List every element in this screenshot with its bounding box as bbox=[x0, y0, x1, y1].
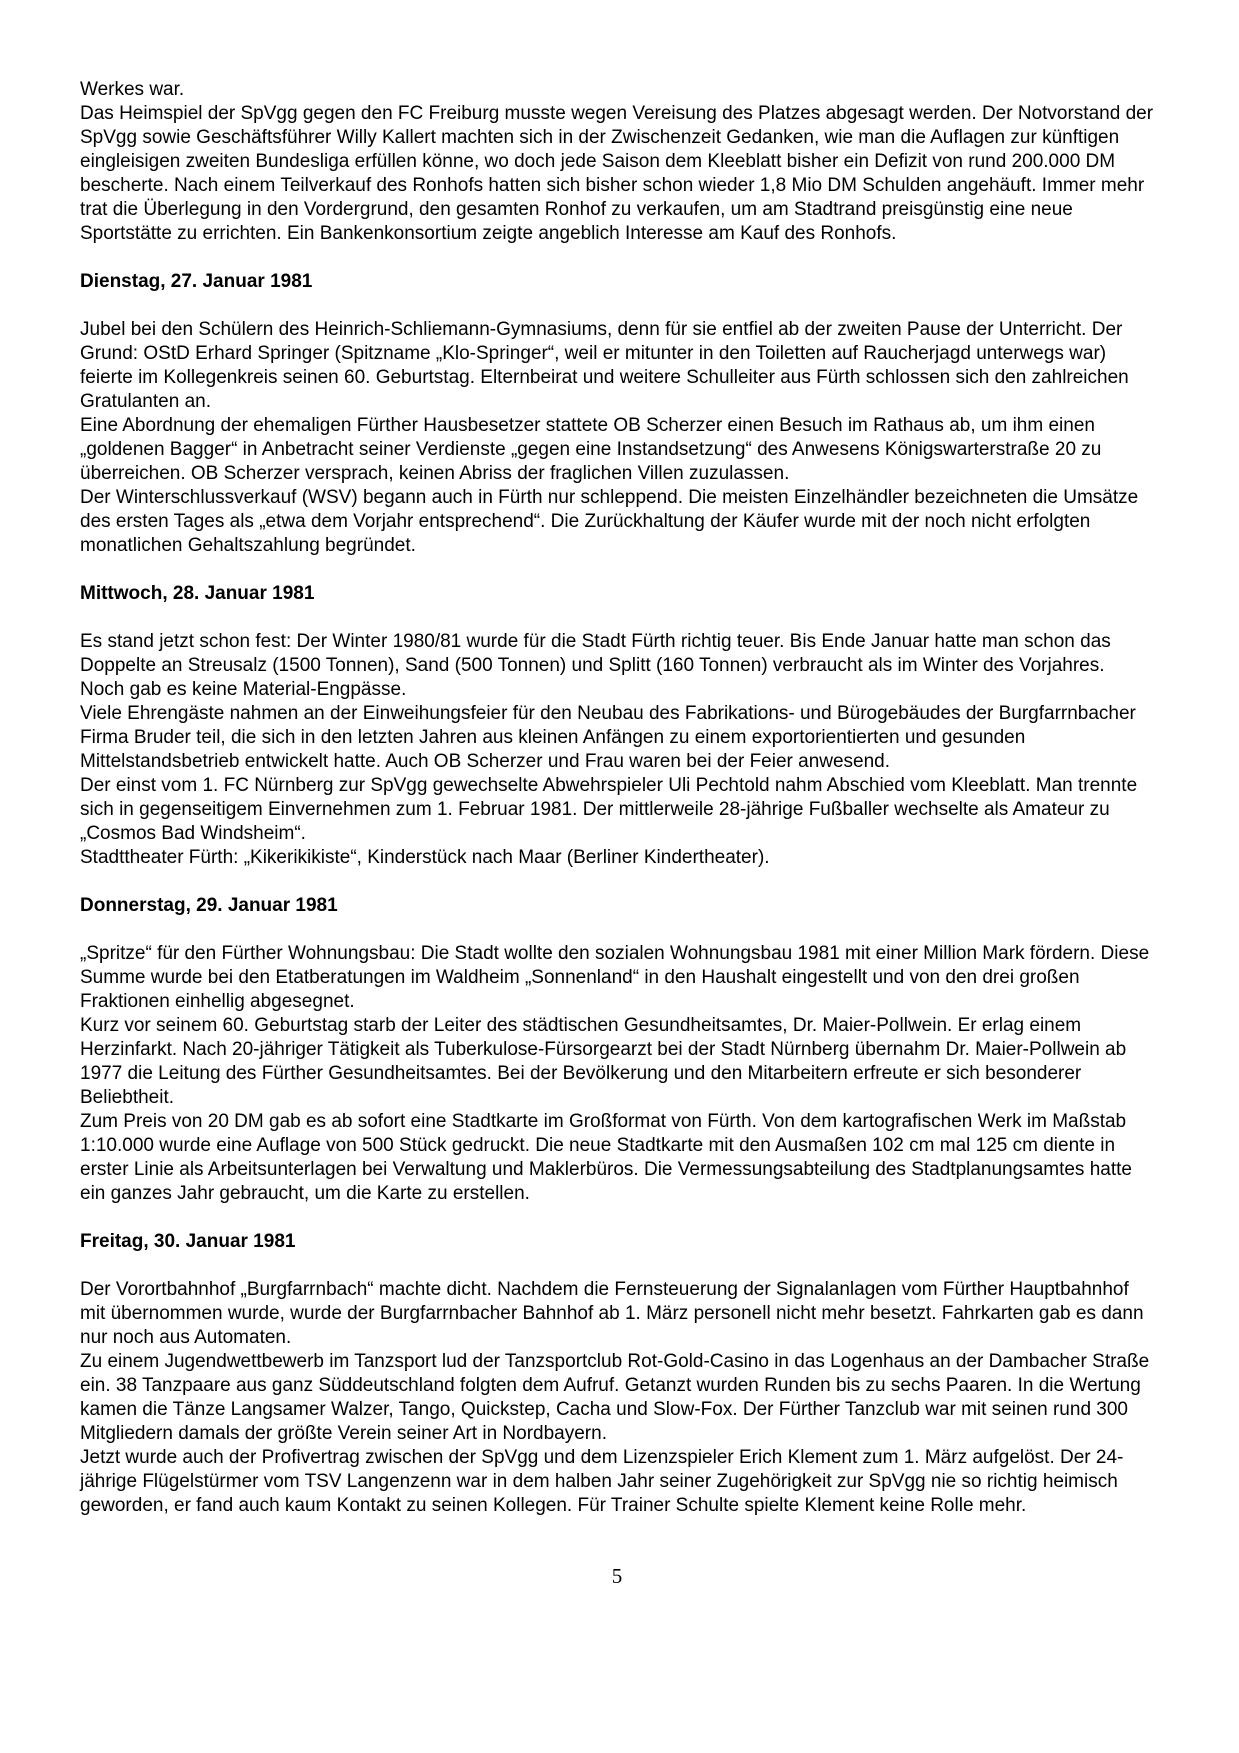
paragraph: Der Winterschlussverkauf (WSV) begann auch in Fürth nur schleppend. Die meisten Einzelhändler bezeichneten die Umsätze des ersten Tages als „etwa dem Vorjahr entsprechend“. Die Zurückhaltung der Käufer wurde mit der noch nicht erfolgten monatlichen Gehaltszahlung begründet. bbox=[80, 487, 1139, 556]
paragraph: Zu einem Jugendwettbewerb im Tanzsport lud der Tanzsportclub Rot-Gold-Casino in das Logenhaus an der Dambacher Straße ein. 38 Tanzpaare aus ganz Süddeutschland folgten dem Aufruf. Getanzt wurden Runden bis zu sechs Paaren. In die Wertung kamen die Tänze Langsamer Walzer, Tango, Quickstep, Cacha und Slow-Fox. Der Fürther Tanzclub war mit seinen rund 300 Mitgliedern damals der größte Verein seiner Art in Nordbayern. bbox=[80, 1351, 1150, 1444]
paragraph: Viele Ehrengäste nahmen an der Einweihungsfeier für den Neubau des Fabrikations- und Bürogebäudes der Burgfarrnbacher Firma Bruder teil, die sich in den letzten Jahren aus kleinen Anfängen zu einem exportorientierten und gesunden Mittelstandsbetrieb entwickelt hatte. Auch OB Scherzer und Frau waren bei der Feier anwesend. bbox=[80, 703, 1136, 772]
section-heading: Dienstag, 27. Januar 1981 bbox=[80, 271, 313, 292]
page-number: 5 bbox=[611, 1564, 623, 1588]
paragraph: Werkes war. bbox=[80, 79, 185, 100]
section-heading: Donnerstag, 29. Januar 1981 bbox=[80, 895, 338, 916]
intro-block bbox=[80, 78, 1154, 246]
paragraph: Das Heimspiel der SpVgg gegen den FC Freiburg musste wegen Vereisung des Platzes abgesagt werden. Der Notvorstand der SpVgg sowie Geschäftsführer Willy Kallert machten sich in der Zwischenzeit Gedanken, wie man die Auflagen zur künftigen eingleisigen zweiten Bundesliga erfüllen könne, wo doch jede Saison dem Kleeblatt bisher ein Defizit von rund 200.000 DM bescherte. Nach einem Teilverkauf des Ronhofs hatten sich bisher schon wieder 1,8 Mio DM Schulden angehäuft. Immer mehr trat die Überlegung in den Vordergrund, den gesamten Ronhof zu verkaufen, um am Stadtrand preisgünstig eine neue Sportstätte zu errichten. Ein Bankenkonsortium zeigte angeblich Interesse am Kauf des Ronhofs. bbox=[80, 103, 1154, 244]
section-mittwoch-28-januar-1981 bbox=[80, 582, 1154, 870]
paragraph: Kurz vor seinem 60. Geburtstag starb der Leiter des städtischen Gesundheitsamtes, Dr. Maier-Pollwein. Er erlag einem Herzinfarkt. Nach 20-jähriger Tätigkeit als Tuberkulose-Fürsorgearzt bei der Stadt Nürnberg übernahm Dr. Maier-Pollwein ab 1977 die Leitung des Fürther Gesundheitsamtes. Bei der Bevölkerung und den Mitarbeitern erfreute er sich besonderer Beliebtheit. bbox=[80, 1015, 1127, 1108]
document-content bbox=[80, 78, 1154, 1588]
section-freitag-30-januar-1981 bbox=[80, 1230, 1154, 1518]
section-heading: Freitag, 30. Januar 1981 bbox=[80, 1231, 296, 1252]
paragraph: Jetzt wurde auch der Profivertrag zwischen der SpVgg und dem Lizenzspieler Erich Klement zum 1. März aufgelöst. Der 24-jährige Flügelstürmer vom TSV Langenzenn war in dem halben Jahr seiner Zugehörigkeit zur SpVgg nie so richtig heimisch geworden, er fand auch kaum Kontakt zu seinen Kollegen. Für Trainer Schulte spielte Klement keine Rolle mehr. bbox=[80, 1447, 1124, 1516]
paragraph: Der einst vom 1. FC Nürnberg zur SpVgg gewechselte Abwehrspieler Uli Pechtold nahm Abschied vom Kleeblatt. Man trennte sich in gegenseitigem Einvernehmen zum 1. Februar 1981. Der mittlerweile 28-jährige Fußballer wechselte als Amateur zu „Cosmos Bad Windsheim“. bbox=[80, 775, 1138, 844]
section-dienstag-27-januar-1981 bbox=[80, 270, 1154, 558]
paragraph: „Spritze“ für den Fürther Wohnungsbau: Die Stadt wollte den sozialen Wohnungsbau 1981 mit einer Million Mark fördern. Diese Summe wurde bei den Etatberatungen im Waldheim „Sonnenland“ in den Haushalt eingestellt und von den drei großen Fraktionen einhellig abgesegnet. bbox=[80, 943, 1150, 1012]
paragraph: Zum Preis von 20 DM gab es ab sofort eine Stadtkarte im Großformat von Fürth. Von dem kartografischen Werk im Maßstab 1:10.000 wurde eine Auflage von 500 Stück gedruckt. Die neue Stadtkarte mit den Ausmaßen 102 cm mal 125 cm diente in erster Linie als Arbeitsunterlagen bei Verwaltung und Maklerbüros. Die Vermessungsabteilung des Stadtplanungsamtes hatte ein ganzes Jahr gebraucht, um die Karte zu erstellen. bbox=[80, 1111, 1132, 1204]
paragraph: Jubel bei den Schülern des Heinrich-Schliemann-Gymnasiums, denn für sie entfiel ab der zweiten Pause der Unterricht. Der Grund: OStD Erhard Springer (Spitzname „Klo-Springer“, weil er mitunter in den Toiletten auf Raucherjagd unterwegs war) feierte im Kollegenkreis seinen 60. Geburtstag. Elternbeirat und weitere Schulleiter aus Fürth schlossen sich den zahlreichen Gratulanten an. bbox=[80, 319, 1129, 412]
paragraph: Der Vorortbahnhof „Burgfarrnbach“ machte dicht. Nachdem die Fernsteuerung der Signalanlagen vom Fürther Hauptbahnhof mit übernommen wurde, wurde der Burgfarrnbacher Bahnhof ab 1. März personell nicht mehr besetzt. Fahrkarten gab es dann nur noch aus Automaten. bbox=[80, 1279, 1144, 1348]
section-donnerstag-29-januar-1981 bbox=[80, 894, 1154, 1206]
section-heading: Mittwoch, 28. Januar 1981 bbox=[80, 583, 315, 604]
paragraph: Stadttheater Fürth: „Kikerikikiste“, Kinderstück nach Maar (Berliner Kindertheater). bbox=[80, 847, 770, 868]
paragraph: Eine Abordnung der ehemaligen Fürther Hausbesetzer stattete OB Scherzer einen Besuch im Rathaus ab, um ihm einen „goldenen Bagger“ in Anbetracht seiner Verdienste „gegen eine Instandsetzung“ des Anwesens Königswarterstraße 20 zu überreichen. OB Scherzer versprach, keinen Abriss der fraglichen Villen zuzulassen. bbox=[80, 415, 1102, 484]
paragraph: Es stand jetzt schon fest: Der Winter 1980/81 wurde für die Stadt Fürth richtig teuer. Bis Ende Januar hatte man schon das Doppelte an Streusalz (1500 Tonnen), Sand (500 Tonnen) und Splitt (160 Tonnen) verbraucht als im Winter des Vorjahres. Noch gab es keine Material-Engpässe. bbox=[80, 631, 1111, 700]
